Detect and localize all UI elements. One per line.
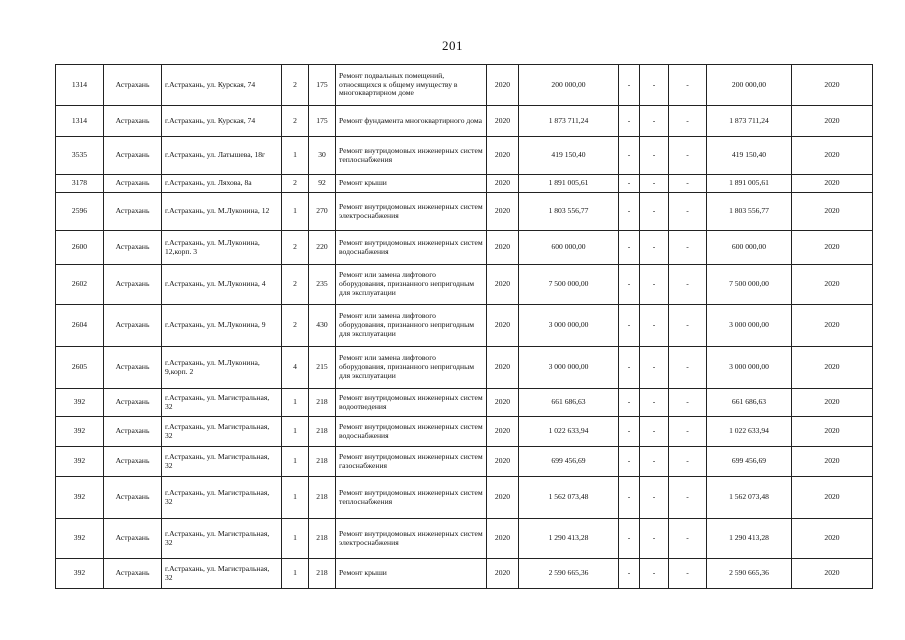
work-type: Ремонт внутридомовых инженерных систем электроснабжения xyxy=(336,519,487,559)
year: 2020 xyxy=(487,175,519,193)
fund-3: - xyxy=(669,389,707,417)
apartments: 430 xyxy=(309,305,336,347)
fund-1: - xyxy=(619,137,640,175)
fund-2: - xyxy=(640,175,669,193)
year: 2020 xyxy=(487,559,519,589)
object-id: 392 xyxy=(56,559,104,589)
fund-3: - xyxy=(669,193,707,231)
object-id: 392 xyxy=(56,447,104,477)
city: Астрахань xyxy=(104,559,162,589)
fund-3: - xyxy=(669,265,707,305)
fund-1: - xyxy=(619,175,640,193)
floors: 2 xyxy=(282,231,309,265)
floors: 1 xyxy=(282,519,309,559)
address: г.Астрахань, ул. М.Луконина, 4 xyxy=(162,265,282,305)
fund-1: - xyxy=(619,417,640,447)
owners-funds: 699 456,69 xyxy=(707,447,792,477)
city: Астрахань xyxy=(104,477,162,519)
city: Астрахань xyxy=(104,447,162,477)
completion-year: 2020 xyxy=(792,175,873,193)
table-row xyxy=(56,265,873,305)
fund-3: - xyxy=(669,305,707,347)
object-id: 392 xyxy=(56,417,104,447)
completion-year: 2020 xyxy=(792,347,873,389)
floors: 1 xyxy=(282,137,309,175)
table-row xyxy=(56,347,873,389)
completion-year: 2020 xyxy=(792,193,873,231)
work-type: Ремонт или замена лифтового оборудования, признанного непригодным для эксплуатации xyxy=(336,305,487,347)
apartments: 30 xyxy=(309,137,336,175)
completion-year: 2020 xyxy=(792,137,873,175)
fund-1: - xyxy=(619,477,640,519)
total-cost: 699 456,69 xyxy=(519,447,619,477)
work-type: Ремонт крыши xyxy=(336,175,487,193)
object-id: 3535 xyxy=(56,137,104,175)
owners-funds: 661 686,63 xyxy=(707,389,792,417)
completion-year: 2020 xyxy=(792,231,873,265)
owners-funds: 7 500 000,00 xyxy=(707,265,792,305)
page-number: 201 xyxy=(442,38,463,53)
object-id: 2604 xyxy=(56,305,104,347)
year: 2020 xyxy=(487,231,519,265)
work-type: Ремонт внутридомовых инженерных систем электроснабжения xyxy=(336,193,487,231)
year: 2020 xyxy=(487,347,519,389)
fund-2: - xyxy=(640,347,669,389)
fund-2: - xyxy=(640,106,669,137)
work-type: Ремонт внутридомовых инженерных систем водоотведения xyxy=(336,389,487,417)
apartments: 218 xyxy=(309,417,336,447)
completion-year: 2020 xyxy=(792,389,873,417)
address: г.Астрахань, ул. Магистральная, 32 xyxy=(162,559,282,589)
completion-year: 2020 xyxy=(792,559,873,589)
work-type: Ремонт внутридомовых инженерных систем газоснабжения xyxy=(336,447,487,477)
year: 2020 xyxy=(487,305,519,347)
year: 2020 xyxy=(487,447,519,477)
table-row xyxy=(56,559,873,589)
apartments: 175 xyxy=(309,106,336,137)
year: 2020 xyxy=(487,106,519,137)
apartments: 218 xyxy=(309,519,336,559)
city: Астрахань xyxy=(104,519,162,559)
total-cost: 1 562 073,48 xyxy=(519,477,619,519)
object-id: 2602 xyxy=(56,265,104,305)
floors: 2 xyxy=(282,106,309,137)
object-id: 392 xyxy=(56,519,104,559)
fund-2: - xyxy=(640,265,669,305)
fund-2: - xyxy=(640,559,669,589)
table-row xyxy=(56,193,873,231)
fund-1: - xyxy=(619,231,640,265)
city: Астрахань xyxy=(104,175,162,193)
fund-1: - xyxy=(619,193,640,231)
apartments: 175 xyxy=(309,65,336,106)
address: г.Астрахань, ул. Магистральная, 32 xyxy=(162,519,282,559)
owners-funds: 1 873 711,24 xyxy=(707,106,792,137)
total-cost: 3 000 000,00 xyxy=(519,305,619,347)
fund-3: - xyxy=(669,477,707,519)
object-id: 3178 xyxy=(56,175,104,193)
fund-1: - xyxy=(619,265,640,305)
city: Астрахань xyxy=(104,106,162,137)
total-cost: 661 686,63 xyxy=(519,389,619,417)
address: г.Астрахань, ул. Курская, 74 xyxy=(162,106,282,137)
fund-3: - xyxy=(669,231,707,265)
fund-3: - xyxy=(669,519,707,559)
total-cost: 1 803 556,77 xyxy=(519,193,619,231)
fund-2: - xyxy=(640,65,669,106)
city: Астрахань xyxy=(104,231,162,265)
table-row xyxy=(56,447,873,477)
fund-2: - xyxy=(640,231,669,265)
owners-funds: 600 000,00 xyxy=(707,231,792,265)
apartments: 235 xyxy=(309,265,336,305)
work-type: Ремонт внутридомовых инженерных систем водоснабжения xyxy=(336,417,487,447)
address: г.Астрахань, ул. Ляхова, 8а xyxy=(162,175,282,193)
fund-1: - xyxy=(619,347,640,389)
fund-2: - xyxy=(640,477,669,519)
address: г.Астрахань, ул. Курская, 74 xyxy=(162,65,282,106)
fund-1: - xyxy=(619,389,640,417)
total-cost: 7 500 000,00 xyxy=(519,265,619,305)
owners-funds: 200 000,00 xyxy=(707,65,792,106)
apartments: 215 xyxy=(309,347,336,389)
fund-1: - xyxy=(619,447,640,477)
year: 2020 xyxy=(487,417,519,447)
apartments: 270 xyxy=(309,193,336,231)
address: г.Астрахань, ул. Магистральная, 32 xyxy=(162,389,282,417)
address: г.Астрахань, ул. М.Луконина, 9 xyxy=(162,305,282,347)
total-cost: 3 000 000,00 xyxy=(519,347,619,389)
city: Астрахань xyxy=(104,305,162,347)
apartments: 218 xyxy=(309,559,336,589)
object-id: 2605 xyxy=(56,347,104,389)
completion-year: 2020 xyxy=(792,65,873,106)
fund-1: - xyxy=(619,65,640,106)
floors: 2 xyxy=(282,305,309,347)
completion-year: 2020 xyxy=(792,447,873,477)
city: Астрахань xyxy=(104,193,162,231)
fund-2: - xyxy=(640,519,669,559)
completion-year: 2020 xyxy=(792,417,873,447)
completion-year: 2020 xyxy=(792,305,873,347)
work-type: Ремонт или замена лифтового оборудования, признанного непригодным для эксплуатации xyxy=(336,265,487,305)
year: 2020 xyxy=(487,389,519,417)
apartments: 218 xyxy=(309,389,336,417)
total-cost: 600 000,00 xyxy=(519,231,619,265)
floors: 2 xyxy=(282,65,309,106)
work-type: Ремонт фундамента многоквартирного дома xyxy=(336,106,487,137)
year: 2020 xyxy=(487,137,519,175)
total-cost: 1 290 413,28 xyxy=(519,519,619,559)
apartments: 218 xyxy=(309,477,336,519)
total-cost: 1 891 005,61 xyxy=(519,175,619,193)
address: г.Астрахань, ул. М.Луконина, 9,корп. 2 xyxy=(162,347,282,389)
owners-funds: 1 022 633,94 xyxy=(707,417,792,447)
city: Астрахань xyxy=(104,137,162,175)
fund-3: - xyxy=(669,417,707,447)
owners-funds: 1 562 073,48 xyxy=(707,477,792,519)
table-row xyxy=(56,175,873,193)
completion-year: 2020 xyxy=(792,265,873,305)
fund-1: - xyxy=(619,106,640,137)
floors: 1 xyxy=(282,559,309,589)
fund-3: - xyxy=(669,65,707,106)
floors: 2 xyxy=(282,265,309,305)
city: Астрахань xyxy=(104,389,162,417)
work-type: Ремонт подвальных помещений, относящихся к общему имуществу в многоквартирном доме xyxy=(336,65,487,106)
total-cost: 2 590 665,36 xyxy=(519,559,619,589)
table-row xyxy=(56,477,873,519)
fund-3: - xyxy=(669,137,707,175)
owners-funds: 1 891 005,61 xyxy=(707,175,792,193)
work-type: Ремонт внутридомовых инженерных систем теплоснабжения xyxy=(336,477,487,519)
work-type: Ремонт внутридомовых инженерных систем теплоснабжения xyxy=(336,137,487,175)
city: Астрахань xyxy=(104,347,162,389)
fund-2: - xyxy=(640,447,669,477)
total-cost: 200 000,00 xyxy=(519,65,619,106)
fund-2: - xyxy=(640,417,669,447)
city: Астрахань xyxy=(104,265,162,305)
fund-2: - xyxy=(640,389,669,417)
owners-funds: 1 803 556,77 xyxy=(707,193,792,231)
floors: 4 xyxy=(282,347,309,389)
object-id: 1314 xyxy=(56,65,104,106)
address: г.Астрахань, ул. М.Луконина, 12 xyxy=(162,193,282,231)
object-id: 392 xyxy=(56,389,104,417)
total-cost: 419 150,40 xyxy=(519,137,619,175)
fund-3: - xyxy=(669,447,707,477)
apartments: 92 xyxy=(309,175,336,193)
fund-3: - xyxy=(669,175,707,193)
total-cost: 1 022 633,94 xyxy=(519,417,619,447)
fund-3: - xyxy=(669,106,707,137)
apartments: 218 xyxy=(309,447,336,477)
floors: 1 xyxy=(282,477,309,519)
work-type: Ремонт крыши xyxy=(336,559,487,589)
address: г.Астрахань, ул. Магистральная, 32 xyxy=(162,417,282,447)
address: г.Астрахань, ул. Магистральная, 32 xyxy=(162,477,282,519)
year: 2020 xyxy=(487,477,519,519)
table-row xyxy=(56,65,873,106)
table-row xyxy=(56,231,873,265)
owners-funds: 3 000 000,00 xyxy=(707,347,792,389)
address: г.Астрахань, ул. М.Луконина, 12,корп. 3 xyxy=(162,231,282,265)
apartments: 220 xyxy=(309,231,336,265)
table-row xyxy=(56,106,873,137)
address: г.Астрахань, ул. Латышева, 18г xyxy=(162,137,282,175)
year: 2020 xyxy=(487,65,519,106)
floors: 1 xyxy=(282,193,309,231)
city: Астрахань xyxy=(104,65,162,106)
work-type: Ремонт или замена лифтового оборудования, признанного непригодным для эксплуатации xyxy=(336,347,487,389)
object-id: 1314 xyxy=(56,106,104,137)
fund-2: - xyxy=(640,305,669,347)
completion-year: 2020 xyxy=(792,519,873,559)
object-id: 392 xyxy=(56,477,104,519)
city: Астрахань xyxy=(104,417,162,447)
floors: 2 xyxy=(282,175,309,193)
object-id: 2600 xyxy=(56,231,104,265)
fund-3: - xyxy=(669,559,707,589)
fund-2: - xyxy=(640,193,669,231)
year: 2020 xyxy=(487,193,519,231)
floors: 1 xyxy=(282,389,309,417)
completion-year: 2020 xyxy=(792,477,873,519)
floors: 1 xyxy=(282,447,309,477)
floors: 1 xyxy=(282,417,309,447)
fund-1: - xyxy=(619,519,640,559)
table-row xyxy=(56,389,873,417)
table-row xyxy=(56,417,873,447)
owners-funds: 1 290 413,28 xyxy=(707,519,792,559)
table-row xyxy=(56,137,873,175)
fund-1: - xyxy=(619,305,640,347)
table-row xyxy=(56,519,873,559)
owners-funds: 419 150,40 xyxy=(707,137,792,175)
object-id: 2596 xyxy=(56,193,104,231)
repair-program-table xyxy=(55,64,873,589)
fund-3: - xyxy=(669,347,707,389)
completion-year: 2020 xyxy=(792,106,873,137)
address: г.Астрахань, ул. Магистральная, 32 xyxy=(162,447,282,477)
year: 2020 xyxy=(487,519,519,559)
fund-2: - xyxy=(640,137,669,175)
owners-funds: 2 590 665,36 xyxy=(707,559,792,589)
year: 2020 xyxy=(487,265,519,305)
owners-funds: 3 000 000,00 xyxy=(707,305,792,347)
table-row xyxy=(56,305,873,347)
total-cost: 1 873 711,24 xyxy=(519,106,619,137)
work-type: Ремонт внутридомовых инженерных систем водоснабжения xyxy=(336,231,487,265)
fund-1: - xyxy=(619,559,640,589)
